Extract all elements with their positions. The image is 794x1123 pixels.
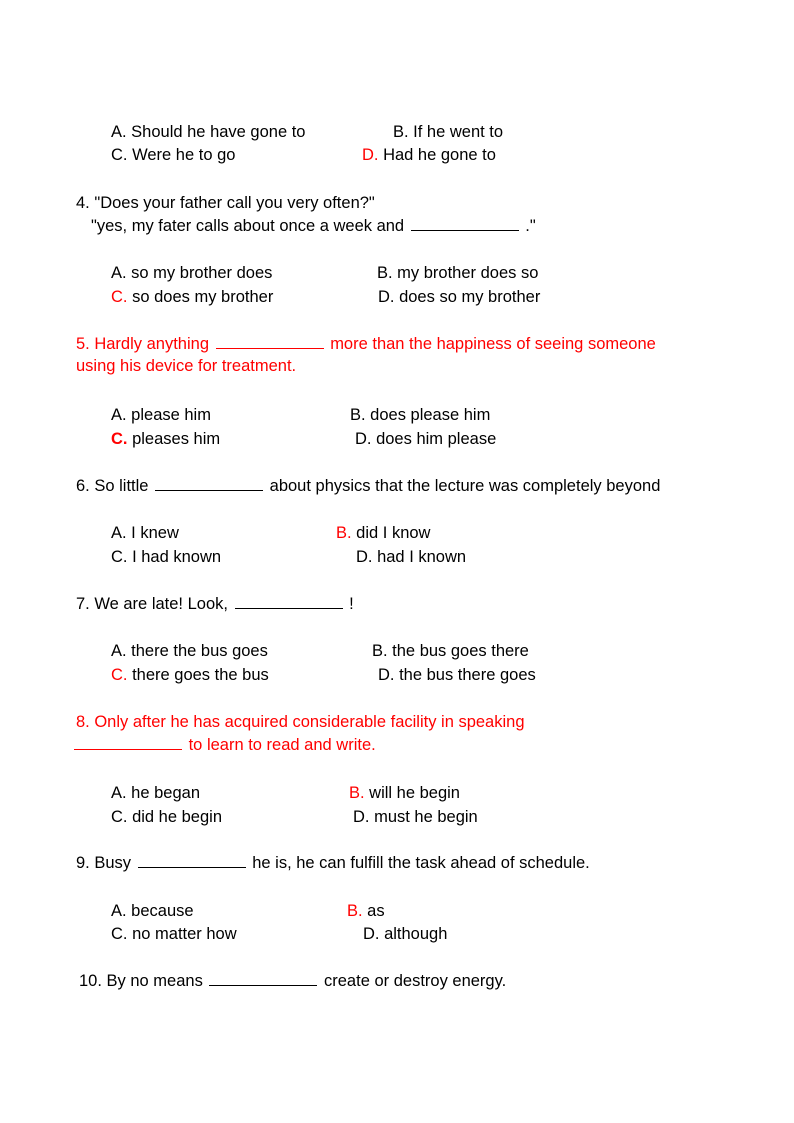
q5-option-c [111,429,220,449]
q9-question-line1 [76,853,590,873]
q7-option-d: D. the bus there goes [378,666,536,684]
option-text: pleases him [127,430,221,448]
q8-question-line2 [74,735,376,755]
answer-letter: C. [111,288,128,306]
q7-option-b: B. the bus goes there [372,642,529,660]
question-text: ." [525,217,536,235]
q9-option-b [347,901,385,921]
answer-blank [411,216,519,231]
question-text: ! [349,595,354,613]
q4-question-line1: 4. "Does your father call you very often?" [76,194,375,212]
q5-question-line1 [76,334,656,354]
question-text: 10. By no means [79,972,203,990]
q8-option-d: D. must he begin [353,808,478,826]
q9-option-c: C. no matter how [111,925,237,943]
q6-option-b [336,523,430,543]
question-text: "yes, my fater calls about once a week and [91,217,405,235]
answer-letter: B. [347,902,363,920]
q6-option-d: D. had I known [356,548,467,566]
answer-blank [74,735,182,750]
question-text: he is, he can fulfill the task ahead of schedule. [252,854,590,872]
answer-letter: B. [349,784,365,802]
q8-option-c: C. did he begin [111,808,222,826]
q3-option-a: A. Should he have gone to [111,123,306,141]
question-text: to learn to read and write. [188,736,376,754]
q4-option-b: B. my brother does so [377,264,539,282]
option-text: there goes the bus [127,666,269,684]
q7-option-a: A. there the bus goes [111,642,268,660]
q4-question-line2 [91,216,536,236]
answer-blank [138,853,246,868]
option-text: did I know [351,524,431,542]
q3-option-b: B. If he went to [393,123,504,141]
option-text: so does my brother [127,288,274,306]
q4-option-d: D. does so my brother [378,288,541,306]
option-text: will he begin [364,784,460,802]
question-text: create or destroy energy. [324,972,507,990]
q7-question-line1 [76,594,354,614]
question-text: about physics that the lecture was completely beyond [269,477,661,495]
answer-letter: C. [111,430,128,448]
question-text: 9. Busy [76,854,132,872]
q3-option-c: C. Were he to go [111,146,236,164]
q9-option-a: A. because [111,902,194,920]
answer-letter: D. [362,146,379,164]
answer-blank [216,334,324,349]
answer-letter: B. [336,524,352,542]
question-text: 6. So little [76,477,149,495]
q6-option-c: C. I had known [111,548,222,566]
q10-question-line1 [79,971,506,991]
q4-option-a: A. so my brother does [111,264,273,282]
q9-option-d: D. although [363,925,448,943]
answer-blank [155,476,263,491]
q8-option-a: A. he began [111,784,200,802]
q5-option-a: A. please him [111,406,211,424]
q8-option-b [349,783,460,803]
question-text: 7. We are late! Look, [76,595,228,613]
answer-blank [235,594,343,609]
q3-option-d [362,145,496,165]
question-text: 5. Hardly anything [76,335,209,353]
q5-question-line2: using his device for treatment. [76,357,297,375]
q5-option-d: D. does him please [355,430,497,448]
q6-option-a: A. I knew [111,524,179,542]
answer-letter: C. [111,666,128,684]
q8-question-line1: 8. Only after he has acquired considerable facility in speaking [76,713,525,731]
q5-option-b: B. does please him [350,406,491,424]
q6-question-line1 [76,476,660,496]
answer-blank [209,971,317,986]
option-text: as [362,902,385,920]
option-text: Had he gone to [378,146,496,164]
question-text: more than the happiness of seeing someone [330,335,656,353]
q7-option-c [111,665,269,685]
q4-option-c [111,287,273,307]
